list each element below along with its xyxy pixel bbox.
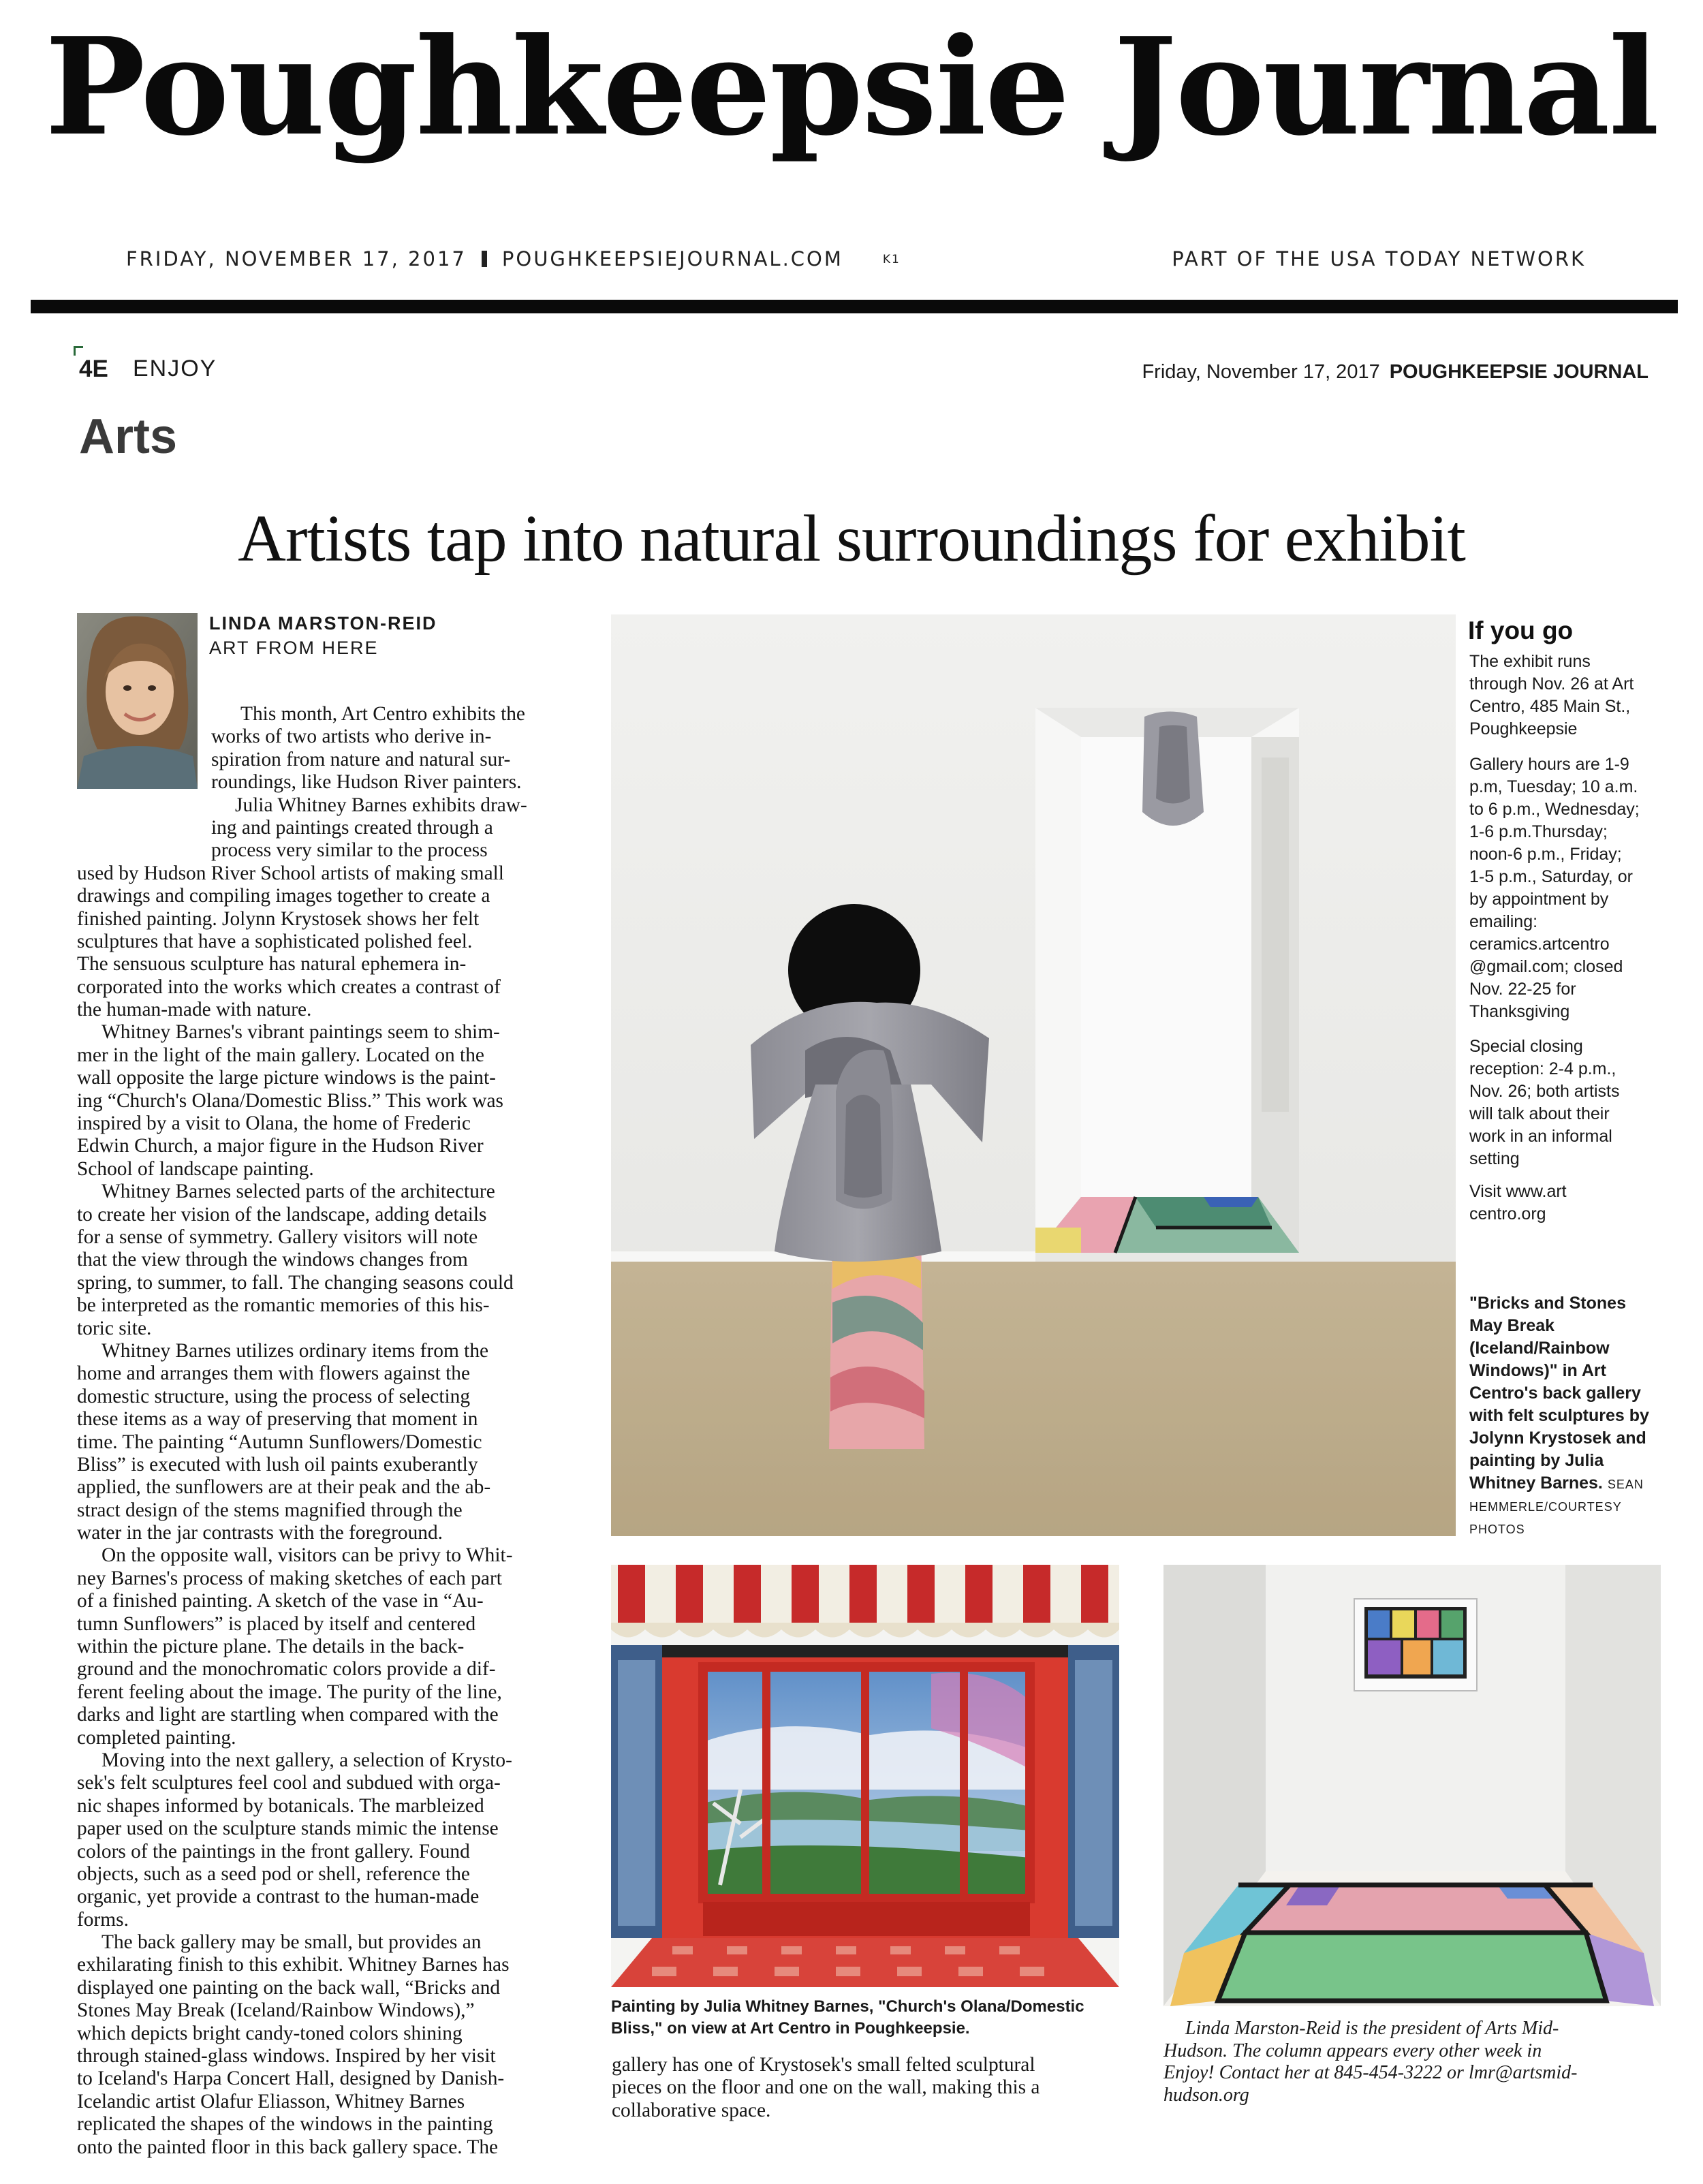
body-line: sculptures that have a sophisticated polished feel. xyxy=(77,930,473,952)
if-you-go-para-3 xyxy=(1469,1035,1674,1170)
body-line: spring, to summer, to fall. The changing seasons could xyxy=(77,1271,514,1294)
info-line: work in an informal xyxy=(1469,1127,1612,1146)
info-line: Thanksgiving xyxy=(1469,1002,1570,1021)
info-line: The exhibit runs xyxy=(1469,652,1591,671)
body-line: replicated the shapes of the windows in the painting xyxy=(77,2113,493,2136)
body-line: Whitney Barnes utilizes ordinary items from the xyxy=(101,1339,489,1362)
body-line: to Iceland's Harpa Concert Hall, designed by Danish- xyxy=(77,2068,505,2090)
page-date-line xyxy=(1142,361,1649,384)
body-line: Moving into the next gallery, a selection of Krysto- xyxy=(101,1749,512,1771)
photo-credit: SEAN xyxy=(1607,1478,1644,1491)
website-line: centro.org xyxy=(1469,1204,1546,1223)
info-line: p.m, Tuesday; 10 a.m. xyxy=(1469,777,1638,796)
body-line: the human-made with nature. xyxy=(77,999,312,1021)
body-line: corporated into the works which creates a contrast of xyxy=(77,976,501,998)
page-paper-name: POUGHKEEPSIE JOURNAL xyxy=(1389,361,1649,383)
email-line: @gmail.com; closed xyxy=(1469,957,1623,976)
main-photo-caption xyxy=(1469,1292,1649,1541)
body-line: stract design of the stems magnified through the xyxy=(77,1499,463,1521)
body-line: which depicts bright candy-toned colors shining xyxy=(77,2022,463,2044)
body-line: mer in the light of the main gallery. Located on the xyxy=(77,1044,484,1066)
caption-line: May Break xyxy=(1469,1316,1555,1335)
body-line: The sensuous sculpture has natural ephemera in- xyxy=(77,953,467,976)
info-line: through Nov. 26 at Art xyxy=(1469,674,1634,693)
masthead-website: POUGHKEEPSIEJOURNAL.COM xyxy=(501,247,843,270)
back-gallery-photo xyxy=(1163,1565,1661,2006)
info-line: setting xyxy=(1469,1149,1520,1168)
body-line: Bliss” is executed with lush oil paints exuberantly xyxy=(77,1453,478,1476)
painting-photo xyxy=(611,1565,1119,1987)
body-line: collaborative space. xyxy=(612,2099,771,2121)
body-line: gallery has one of Krystosek's small felted sculptural xyxy=(612,2054,1035,2076)
if-you-go-para-1 xyxy=(1469,651,1674,740)
body-line: these items as a way of preserving that moment in xyxy=(77,1408,478,1431)
body-line: works of two artists who derive in- xyxy=(211,726,492,748)
body-line: onto the painted floor in this back gallery space. The xyxy=(77,2136,499,2158)
if-you-go-para-4 xyxy=(1469,1181,1674,1226)
body-line: toric site. xyxy=(77,1317,152,1339)
masthead-date-line xyxy=(126,247,901,270)
body-line: darks and light are startling when compared with the xyxy=(77,1704,499,1726)
network-tagline: PART OF THE USA TODAY NETWORK xyxy=(1172,247,1586,270)
caption-line: Centro's back gallery xyxy=(1469,1384,1641,1403)
corner-mark xyxy=(74,346,83,356)
body-line: School of landscape painting. xyxy=(77,1157,314,1180)
edition-code: K1 xyxy=(882,253,901,266)
body-line: wall opposite the large picture windows is the paint- xyxy=(77,1067,496,1089)
body-line: paper used on the sculpture stands mimic the intense xyxy=(77,1818,499,1840)
info-line: Poughkeepsie xyxy=(1469,719,1578,738)
info-line: 1-5 p.m., Saturday, or xyxy=(1469,867,1633,886)
awning xyxy=(611,1565,1119,1638)
newspaper-title: Poughkeepsie Journal xyxy=(44,9,1659,166)
body-line: pieces on the floor and one on the wall, making this a xyxy=(612,2076,1040,2099)
body-line: exhilarating finish to this exhibit. Whitney Barnes has xyxy=(77,1954,510,1976)
email-line: ceramics.artcentro xyxy=(1469,935,1610,954)
body-line: water in the jar contrasts with the foreground. xyxy=(77,1522,443,1544)
body-line: to create her vision of the landscape, adding details xyxy=(77,1203,487,1226)
body-line: Stones May Break (Iceland/Rainbow Windows),” xyxy=(77,1999,475,2022)
masthead-rule xyxy=(31,300,1678,313)
byline-column: ART FROM HERE xyxy=(209,638,379,658)
body-line: completed painting. xyxy=(77,1726,236,1749)
body-line: be interpreted as the romantic memories of this his- xyxy=(77,1294,490,1317)
bio-line: Enjoy! Contact her at 845-454-3222 or lmr@artsmid- xyxy=(1163,2062,1578,2083)
body-line: that the view through the windows changes from xyxy=(77,1249,468,1271)
body-line: time. The painting “Autumn Sunflowers/Domestic xyxy=(77,1431,482,1453)
info-line: Nov. 26; both artists xyxy=(1469,1082,1620,1101)
body-line: Julia Whitney Barnes exhibits draw- xyxy=(235,794,527,816)
body-line: drawings and compiling images together to create a xyxy=(77,885,490,907)
info-line: Special closing xyxy=(1469,1037,1583,1056)
caption-line: Windows)" in Art xyxy=(1469,1361,1606,1380)
body-line: inspired by a visit to Olana, the home of Frederic xyxy=(77,1112,471,1135)
body-line: forms. xyxy=(77,1908,129,1931)
page-date: Friday, November 17, 2017 xyxy=(1142,361,1380,383)
body-line: colors of the paintings in the front gallery. Found xyxy=(77,1840,470,1862)
body-line: Icelandic artist Olafur Eliasson, Whitney Barnes xyxy=(77,2090,465,2112)
body-line: organic, yet provide a contrast to the human-made xyxy=(77,1886,480,1908)
body-line: ferent feeling about the image. The purity of the line, xyxy=(77,1681,502,1703)
author-bio xyxy=(1163,2018,1578,2106)
caption-line: painting by Julia xyxy=(1469,1451,1604,1470)
caption-line: "Bricks and Stones xyxy=(1469,1294,1626,1313)
body-line: of a finished painting. A sketch of the vase in “Au- xyxy=(77,1590,484,1612)
body-line: ing and paintings created through a xyxy=(211,816,493,839)
caption-line: Jolynn Krystosek and xyxy=(1469,1429,1646,1448)
masthead-date: FRIDAY, NOVEMBER 17, 2017 xyxy=(126,247,467,270)
caption-line: with felt sculptures by xyxy=(1469,1406,1649,1425)
info-line: by appointment by xyxy=(1469,890,1609,909)
info-line: Nov. 22-25 for xyxy=(1469,980,1576,999)
body-line: On the opposite wall, visitors can be privy to Whit- xyxy=(101,1544,513,1567)
bio-line: Hudson. The column appears every other week in xyxy=(1163,2040,1542,2061)
body-line: ground and the monochromatic colors provide a dif- xyxy=(77,1658,496,1681)
body-line: objects, such as a seed pod or shell, reference the xyxy=(77,1862,470,1885)
body-line: nic shapes informed by botanicals. The marbleized xyxy=(77,1794,484,1817)
bio-line: Linda Marston-Reid is the president of Arts Mid- xyxy=(1185,2018,1559,2039)
body-line: spiration from nature and natural sur- xyxy=(211,748,511,770)
photo-credit: PHOTOS xyxy=(1469,1523,1525,1536)
body-line: This month, Art Centro exhibits the xyxy=(240,703,525,725)
caption-line: Whitney Barnes. xyxy=(1469,1473,1603,1493)
headline: Artists tap into natural surroundings for exhibit xyxy=(238,502,1465,576)
body-line: used by Hudson River School artists of making small xyxy=(77,862,504,884)
article-body-column-2 xyxy=(612,2054,1112,2122)
info-line: emailing: xyxy=(1469,912,1538,931)
info-line: noon-6 p.m., Friday; xyxy=(1469,845,1622,864)
article-body-column-1 xyxy=(77,703,584,2159)
body-line: for a sense of symmetry. Gallery visitors will note xyxy=(77,1226,478,1248)
if-you-go-para-2 xyxy=(1469,753,1674,1023)
body-line: displayed one painting on the back wall, “Bricks and xyxy=(77,1976,501,1999)
body-line: within the picture plane. The details in the back- xyxy=(77,1636,465,1658)
page-number: 4E xyxy=(79,356,108,382)
body-line: through stained-glass windows. Inspired by her visit xyxy=(77,2045,496,2068)
info-line: Gallery hours are 1-9 xyxy=(1469,755,1629,774)
bio-line: hudson.org xyxy=(1163,2084,1249,2106)
category-label: Arts xyxy=(79,409,178,464)
body-line: process very similar to the process xyxy=(211,839,488,862)
body-line: Edwin Church, a major figure in the Hudson River xyxy=(77,1135,484,1157)
main-gallery-photo xyxy=(611,614,1456,1536)
body-line: Whitney Barnes's vibrant paintings seem to shim- xyxy=(101,1021,500,1044)
website-line: Visit www.art xyxy=(1469,1182,1567,1201)
body-line: ing “Church's Olana/Domestic Bliss.” This work was xyxy=(77,1089,503,1112)
info-line: to 6 p.m., Wednesday; xyxy=(1469,800,1640,819)
body-line: finished painting. Jolynn Krystosek shows her felt xyxy=(77,907,480,930)
section-name: ENJOY xyxy=(133,356,217,381)
photo-credit: HEMMERLE/COURTESY xyxy=(1469,1500,1622,1514)
info-line: reception: 2-4 p.m., xyxy=(1469,1059,1616,1078)
info-line: 1-6 p.m.Thursday; xyxy=(1469,822,1608,841)
byline-author: LINDA MARSTON-REID xyxy=(209,613,437,634)
body-line: applied, the sunflowers are at their peak and the ab- xyxy=(77,1476,491,1499)
body-line: Whitney Barnes selected parts of the architecture xyxy=(101,1181,495,1203)
body-line: roundings, like Hudson River painters. xyxy=(211,771,522,794)
body-line: ney Barnes's process of making sketches of each part xyxy=(77,1567,502,1589)
info-line: Centro, 485 Main St., xyxy=(1469,697,1631,716)
info-line: will talk about their xyxy=(1469,1104,1610,1123)
body-line: domestic structure, using the process of selecting xyxy=(77,1385,471,1407)
caption-line: Painting by Julia Whitney Barnes, "Church's Olana/Domestic xyxy=(611,1997,1084,2016)
body-line: sek's felt sculptures feel cool and subdued with orga- xyxy=(77,1772,501,1794)
caption-line: (Iceland/Rainbow xyxy=(1469,1339,1610,1358)
caption-line-with-credit xyxy=(1469,1472,1649,1496)
caption-line: Bliss," on view at Art Centro in Poughkeepsie. xyxy=(611,2019,970,2038)
body-line: The back gallery may be small, but provides an xyxy=(101,1931,482,1954)
painting-caption xyxy=(611,1996,1084,2040)
if-you-go-title: If you go xyxy=(1468,617,1574,644)
separator-bar xyxy=(482,251,487,267)
body-line: tumn Sunflowers” is placed by itself and centered xyxy=(77,1612,476,1635)
body-line: home and arranges them with flowers against the xyxy=(77,1362,471,1385)
